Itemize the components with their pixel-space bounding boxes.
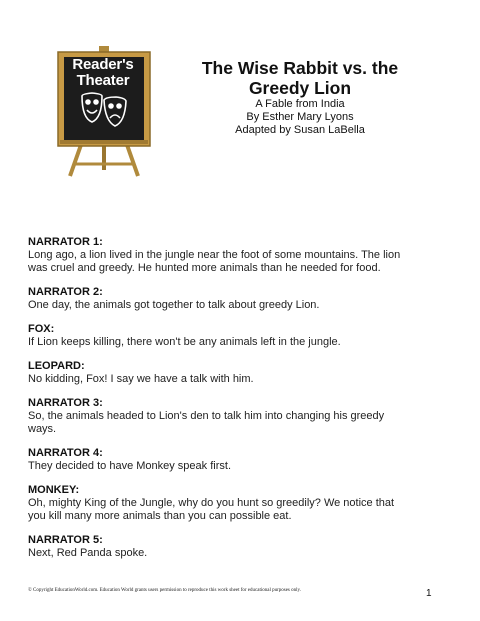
dialogue-line: They decided to have Monkey speak first. (28, 460, 231, 472)
script-block (28, 360, 428, 386)
subtitle: A Fable from India (255, 98, 345, 110)
copyright-footer: © Copyright EducationWorld.com. Education World grants users permission to reproduce this work sheet for educational purposes only. (28, 588, 301, 593)
dialogue-line: No kidding, Fox! I say we have a talk with him. (28, 373, 254, 385)
script-block (28, 323, 428, 349)
title-line1: The Wise Rabbit vs. the (201, 58, 399, 78)
adapter: Adapted by Susan LaBella (235, 124, 365, 136)
page-number: 1 (426, 588, 432, 599)
title-line2: Greedy Lion (248, 78, 352, 98)
dialogue-line: you kill many more animals than you can possible eat. (28, 510, 292, 522)
speaker-label: NARRATOR 2: (28, 286, 103, 298)
speaker-label: FOX: (28, 323, 55, 335)
speaker-label: NARRATOR 5: (28, 534, 103, 546)
dialogue-line: was cruel and greedy. He hunted more animals than he needed for food. (28, 262, 381, 274)
script-block (28, 286, 428, 312)
script-block (28, 397, 428, 436)
speaker-label: LEOPARD: (28, 360, 85, 372)
dialogue-line: If Lion keeps killing, there won't be any animals left in the jungle. (28, 336, 341, 348)
script-block (28, 484, 428, 523)
script-block (28, 236, 428, 275)
dialogue-line: Next, Red Panda spoke. (28, 547, 148, 559)
speaker-label: MONKEY: (28, 484, 80, 496)
readers-theater-logo (52, 46, 156, 178)
dialogue-line: One day, the animals got together to talk about greedy Lion. (28, 299, 320, 311)
speaker-label: NARRATOR 3: (28, 397, 103, 409)
script-block (28, 447, 428, 473)
script-block (28, 534, 428, 560)
dialogue-line: So, the animals headed to Lion's den to talk him into changing his greedy (28, 410, 385, 422)
author: By Esther Mary Lyons (246, 111, 354, 123)
document-header (180, 58, 420, 137)
script-body (28, 236, 428, 571)
logo-text-line1: Reader's (72, 56, 134, 73)
dialogue-line: Oh, mighty King of the Jungle, why do you hunt so greedily? We notice that (28, 497, 395, 509)
dialogue-line: Long ago, a lion lived in the jungle near the foot of some mountains. The lion (28, 249, 401, 261)
dialogue-line: ways. (28, 423, 57, 435)
speaker-label: NARRATOR 4: (28, 447, 103, 459)
logo-text-line2: Theater (76, 72, 130, 89)
speaker-label: NARRATOR 1: (28, 236, 103, 248)
